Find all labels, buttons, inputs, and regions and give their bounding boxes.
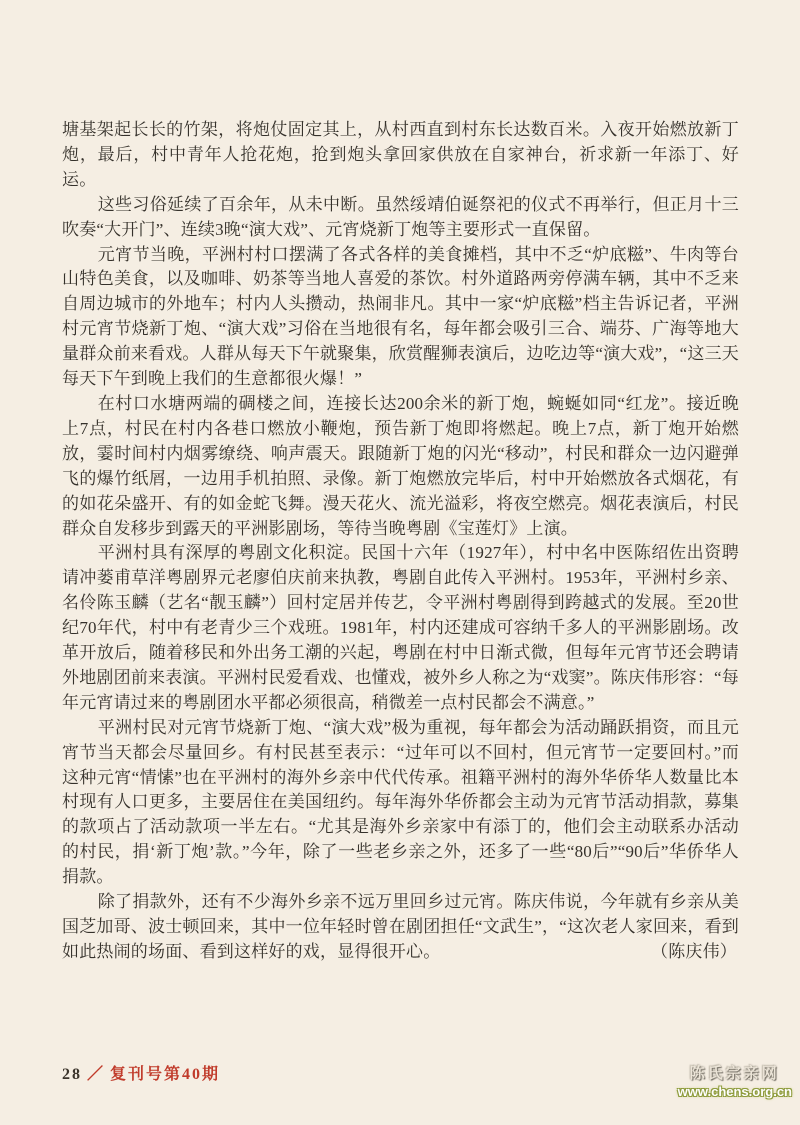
author-byline: （陈庆伟）: [651, 941, 737, 961]
paragraph-text: 除了捐款外，还有不少海外乡亲不远万里回乡过元宵。陈庆伟说，今年就有乡亲从美国芝加哥、波士顿回来，其中一位年轻时曾在剧团担任“文武生”，“这次老人家回来，看到如此热闹的场面、看到这样好的戏，显得很开心。: [62, 892, 739, 961]
paragraph: 元宵节当晚，平洲村村口摆满了各式各样的美食摊档，其中不乏“炉底糍”、牛肉等台山特色美食，以及咖啡、奶茶等当地人喜爱的茶饮。村外道路两旁停满车辆，其中不乏来自周边城市的外地车；村内人头攒动，热闹非凡。其中一家“炉底糍”档主告诉记者，平洲村元宵节烧新丁炮、“演大戏”习俗在当地很有名，每年都会吸引三合、端芬、广海等地大量群众前来看戏。人群从每天下午就聚集，欣赏醒狮表演后，边吃边等“演大戏”，“这三天每天下午到晚上我们的生意都很火爆！”: [62, 244, 739, 389]
page-number: 28: [62, 1066, 82, 1083]
site-watermark: [678, 1065, 792, 1100]
paragraph: 塘基架起长长的竹架，将炮仗固定其上，从村西直到村东长达数百米。入夜开始燃放新丁炮，最后，村中青年人抢花炮，抢到炮头拿回家供放在自家神台，祈求新一年添丁、好运。: [62, 120, 739, 189]
footer-separator: ／: [87, 1066, 106, 1083]
paragraph: 平洲村民对元宵节烧新丁炮、“演大戏”极为重视，每年都会为活动踊跃捐资，而且元宵节当天都会尽量回乡。有村民甚至表示：“过年可以不回村，但元宵节一定要回村。”而这种元宵“情愫”也在平洲村的海外乡亲中代代传承。祖籍平洲村的海外华侨华人数量比本村现有人口更多，主要居住在美国纽约。每年海外华侨都会主动为元宵节活动捐款，募集的款项占了活动款项一半左右。“尤其是海外乡亲家中有添丁的，他们会主动联系办活动的村民，捐‘新丁炮’款。”今年，除了一些老乡亲之外，还多了一些“80后”“90后”华侨华人捐款。: [62, 717, 739, 887]
watermark-site-name: 陈氏宗亲网: [689, 1065, 780, 1082]
issue-label: 复刊号第40期: [110, 1066, 221, 1083]
watermark-site-url: www.chens.org.cn: [677, 1083, 792, 1099]
paragraph: 平洲村具有深厚的粤剧文化积淀。民国十六年（1927年），村中名中医陈绍佐出资聘请冲蒌甫草洋粤剧界元老廖伯庆前来执教，粤剧自此传入平洲村。1953年，平洲村乡亲、名伶陈玉麟（艺名“靓玉麟”）回村定居并传艺，令平洲村粤剧得到跨越式的发展。至20世纪70年代，村中有老青少三个戏班。1981年，村内还建成可容纳千多人的平洲影剧场。改革开放后，随着移民和外出务工潮的兴起，粤剧在村中日渐式微，但每年元宵节还会聘请外地剧团前来表演。平洲村民爱看戏、也懂戏，被外乡人称之为“戏窦”。陈庆伟形容：“每年元宵请过来的粤剧团水平都必须很高，稍微差一点村民都会不满意。”: [62, 543, 739, 712]
article-body: [62, 118, 739, 965]
page-footer: [62, 1061, 220, 1084]
paragraph: [62, 890, 739, 965]
paragraph: 这些习俗延续了百余年，从未中断。虽然绥靖伯诞祭祀的仪式不再举行，但正月十三吹奏“大开门”、连续3晚“演大戏”、元宵烧新丁炮等主要形式一直保留。: [62, 194, 739, 239]
paragraph: 在村口水塘两端的碉楼之间，连接长达200余米的新丁炮，蜿蜒如同“红龙”。接近晚上7点，村民在村内各巷口燃放小鞭炮，预告新丁炮即将燃起。晚上7点，新丁炮开始燃放，霎时间村内烟雾缭绕、响声震天。跟随新丁炮的闪光“移动”，村民和群众一边闪避弹飞的爆竹纸屑，一边用手机拍照、录像。新丁炮燃放完毕后，村中开始燃放各式烟花，有的如花朵盛开、有的如金蛇飞舞。漫天花火、流光溢彩，将夜空燃亮。烟花表演后，村民群众自发移步到露天的平洲影剧场，等待当晚粤剧《宝莲灯》上演。: [62, 393, 739, 538]
